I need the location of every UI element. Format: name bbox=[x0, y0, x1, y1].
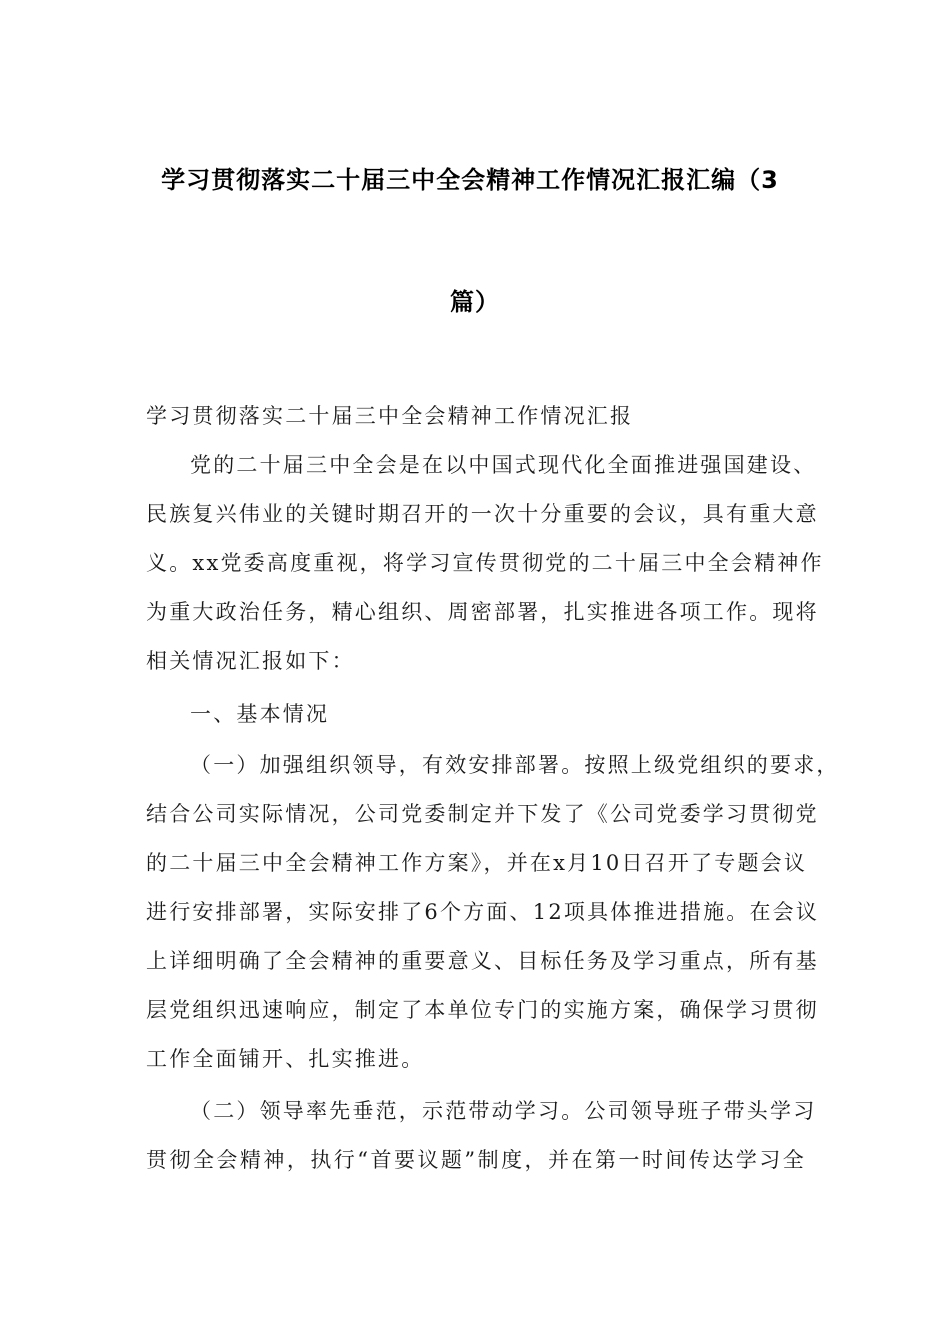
item1-line-3: 的二十届三中全会精神工作方案》，并在x月10日召开了专题会议 bbox=[146, 851, 808, 875]
item1-line-4: 进行安排部署，实际安排了6个方面、12项具体推进措施。在会议 bbox=[146, 900, 820, 924]
intro-line-3: 义。xx党委高度重视，将学习宣传贯彻党的二十届三中全会精神作 bbox=[146, 551, 824, 575]
section-heading-basic-situation: 一、基本情况 bbox=[190, 702, 330, 726]
item1-line-7: 工作全面铺开、扎实推进。 bbox=[146, 1047, 425, 1071]
document-title-line-2: 篇） bbox=[450, 288, 500, 316]
intro-line-1: 党的二十届三中全会是在以中国式现代化全面推进强国建设、 bbox=[190, 453, 817, 477]
item1-line-2: 结合公司实际情况，公司党委制定并下发了《公司党委学习贯彻党 bbox=[146, 802, 819, 826]
intro-line-4: 为重大政治任务，精心组织、周密部署，扎实推进各项工作。现将 bbox=[146, 600, 819, 624]
intro-line-5: 相关情况汇报如下： bbox=[146, 649, 355, 673]
section-subtitle: 学习贯彻落实二十届三中全会精神工作情况汇报 bbox=[146, 404, 634, 428]
item1-line-5: 上详细明确了全会精神的重要意义、目标任务及学习重点，所有基 bbox=[146, 949, 819, 973]
item2-line-2: 贯彻全会精神，执行“首要议题”制度，并在第一时间传达学习全 bbox=[146, 1148, 806, 1172]
document-title-line-1: 学习贯彻落实二十届三中全会精神工作情况汇报汇编（3 bbox=[161, 166, 779, 194]
intro-line-2: 民族复兴伟业的关键时期召开的一次十分重要的会议，具有重大意 bbox=[146, 502, 819, 526]
item1-line-1: （一）加强组织领导，有效安排部署。按照上级党组织的要求， bbox=[190, 753, 840, 777]
item1-line-6: 层党组织迅速响应，制定了本单位专门的实施方案，确保学习贯彻 bbox=[146, 998, 819, 1022]
item2-line-1: （二）领导率先垂范，示范带动学习。公司领导班子带头学习 bbox=[190, 1099, 817, 1123]
